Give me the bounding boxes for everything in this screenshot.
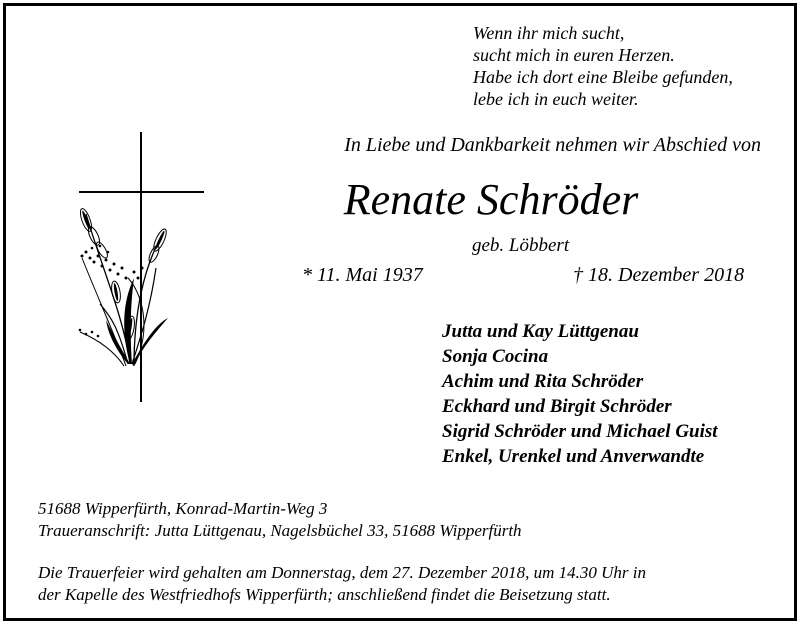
birth-date: * 11. Mai 1937 [302,264,423,286]
obituary-notice [3,3,797,621]
mourner: Enkel, Urenkel und Anverwandte [442,446,705,467]
poem-line: lebe ich in euch weiter. [473,89,639,109]
funeral-info [38,562,778,606]
poem [473,22,733,110]
home-address: 51688 Wipperfürth, Konrad-Martin-Weg 3 [38,499,328,518]
mourning-address: Traueranschrift: Jutta Lüttgenau, Nagelsbüchel 33, 51688 Wipperfürth [38,521,522,540]
mourner: Jutta und Kay Lüttgenau [442,321,639,342]
address-block [38,498,522,542]
deceased-name: Renate Schröder [343,175,639,224]
mourner: Sonja Cocina [442,346,549,367]
funeral-line: Die Trauerfeier wird gehalten am Donnerstag, dem 27. Dezember 2018, um 14.30 Uhr in [38,563,647,582]
poem-line: Wenn ihr mich sucht, [473,23,625,43]
mourners-list [442,319,718,469]
poem-line: sucht mich in euren Herzen. [473,45,675,65]
poem-line: Habe ich dort eine Bleibe gefunden, [473,67,733,87]
mourner: Sigrid Schröder und Michael Guist [442,421,718,442]
mourner: Achim und Rita Schröder [442,371,644,392]
funeral-line: der Kapelle des Westfriedhofs Wipperfürth; anschließend findet die Beisetzung statt. [38,585,611,604]
mourner: Eckhard und Birgit Schröder [442,396,672,417]
cross-with-wheat-icon [72,128,212,408]
intro-text: In Liebe und Dankbarkeit nehmen wir Abschied von [344,134,761,156]
death-date: † 18. Dezember 2018 [573,264,745,286]
maiden-name: geb. Löbbert [472,235,570,256]
